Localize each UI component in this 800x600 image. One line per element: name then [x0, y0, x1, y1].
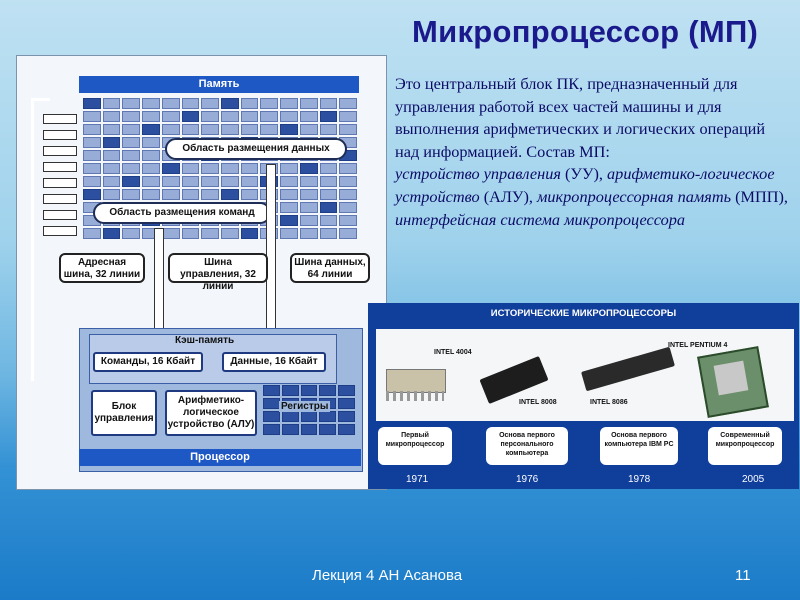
item-memory: микропроцессорная память	[537, 186, 732, 206]
memory-cell	[241, 111, 259, 122]
registers-label: Регистры	[281, 401, 329, 412]
memory-cell	[122, 111, 140, 122]
memory-cell	[142, 150, 160, 161]
memory-cell	[339, 124, 357, 135]
bus-stub	[43, 114, 77, 124]
memory-cell	[162, 189, 180, 200]
memory-cell	[182, 228, 200, 239]
memory-cell	[300, 189, 318, 200]
processor-memory-diagram	[16, 55, 387, 490]
bus-stub	[43, 226, 77, 236]
slide-title: Микропроцессор (МП)	[412, 14, 759, 49]
memory-cell	[83, 137, 101, 148]
bus-stub	[43, 130, 77, 140]
memory-cell	[320, 124, 338, 135]
memory-cell	[201, 98, 219, 109]
memory-cell	[320, 202, 338, 213]
data-bus-callout: Шина данных, 64 линии	[290, 253, 370, 283]
memory-cell	[320, 98, 338, 109]
bus-stub	[43, 178, 77, 188]
memory-cell	[241, 228, 259, 239]
register-cell	[282, 424, 299, 435]
memory-cell	[83, 228, 101, 239]
memory-cell	[260, 111, 278, 122]
memory-cell	[83, 189, 101, 200]
memory-cell	[201, 189, 219, 200]
caption-pc: Основа первого персонального компьютера	[486, 427, 568, 465]
memory-cell	[142, 163, 160, 174]
item-interface: интерфейсная система микропроцессора	[395, 209, 686, 229]
chip-label-4004: INTEL 4004	[434, 349, 472, 356]
memory-cell	[162, 176, 180, 187]
memory-cell	[280, 163, 298, 174]
address-bus-callout: Адресная шина, 32 линии	[59, 253, 145, 283]
memory-cell	[339, 163, 357, 174]
memory-cell	[280, 202, 298, 213]
memory-cell	[142, 111, 160, 122]
item-control-unit: устройство управления	[395, 164, 561, 184]
year-1971: 1971	[406, 474, 429, 485]
item-alu: арифметико-логическое устройство	[395, 164, 775, 206]
memory-cell	[339, 111, 357, 122]
memory-cell	[339, 98, 357, 109]
memory-cell	[122, 163, 140, 174]
command-area-label: Область размещения команд	[93, 202, 271, 224]
memory-cell	[103, 189, 121, 200]
memory-cell	[162, 124, 180, 135]
caption-ibm: Основа первого компьютера IBM PC	[600, 427, 678, 465]
processor-footer: Процессор	[79, 449, 361, 466]
memory-cell	[103, 150, 121, 161]
memory-cell	[300, 124, 318, 135]
memory-cell	[122, 124, 140, 135]
memory-cell	[201, 111, 219, 122]
memory-cell	[339, 176, 357, 187]
memory-cell	[201, 124, 219, 135]
memory-cell	[142, 189, 160, 200]
register-cell	[319, 424, 336, 435]
memory-cell	[300, 202, 318, 213]
bus-stub	[43, 162, 77, 172]
footer-lecture: Лекция 4 АН Асанова	[312, 567, 463, 584]
item-alu-abbr: (АЛУ),	[479, 186, 538, 206]
memory-cell	[320, 111, 338, 122]
memory-cell	[221, 98, 239, 109]
memory-cell	[142, 176, 160, 187]
memory-cell	[320, 215, 338, 226]
memory-cell	[280, 189, 298, 200]
description-intro: Это центральный блок ПК, предназначенный для управления работой всех частей машины и для выполнения арифметических и логических операций над информацией. Состав МП:	[395, 74, 766, 161]
memory-cell	[182, 124, 200, 135]
memory-cell	[142, 98, 160, 109]
register-cell	[338, 424, 355, 435]
memory-cell	[300, 111, 318, 122]
memory-cell	[221, 124, 239, 135]
memory-cell	[122, 228, 140, 239]
alu-box: Арифметико-логическое устройство (АЛУ)	[165, 390, 257, 436]
memory-cell	[201, 228, 219, 239]
memory-cell	[221, 228, 239, 239]
memory-cell	[300, 176, 318, 187]
memory-cell	[300, 228, 318, 239]
memory-cell	[241, 163, 259, 174]
memory-cell	[300, 98, 318, 109]
register-cell	[263, 398, 280, 409]
item-control-unit-abbr: (УУ),	[560, 164, 608, 184]
chip-4004-icon	[386, 369, 446, 393]
memory-cell	[103, 137, 121, 148]
memory-cell	[122, 137, 140, 148]
memory-cell	[320, 228, 338, 239]
year-1976: 1976	[516, 474, 539, 485]
chip-pentium4-die	[714, 361, 749, 396]
register-cell	[301, 385, 318, 396]
memory-cell	[162, 228, 180, 239]
description-text	[395, 73, 790, 231]
data-cache-box: Данные, 16 Кбайт	[222, 352, 326, 372]
control-bus-callout: Шина управления, 32 линии	[168, 253, 268, 283]
memory-cell	[103, 98, 121, 109]
chip-label-pentium4: INTEL PENTIUM 4	[668, 342, 728, 349]
memory-header: Память	[79, 76, 359, 93]
cache-label: Кэш-память	[175, 335, 235, 346]
memory-cell	[83, 176, 101, 187]
register-cell	[282, 385, 299, 396]
memory-cell	[221, 189, 239, 200]
memory-cell	[300, 215, 318, 226]
memory-cell	[103, 124, 121, 135]
memory-cell	[83, 150, 101, 161]
memory-cell	[103, 176, 121, 187]
address-bus-line	[31, 98, 50, 381]
register-cell	[263, 385, 280, 396]
memory-cell	[122, 150, 140, 161]
memory-cell	[182, 111, 200, 122]
memory-cell	[182, 163, 200, 174]
memory-cell	[241, 176, 259, 187]
memory-cell	[280, 228, 298, 239]
register-cell	[319, 411, 336, 422]
register-cell	[282, 411, 299, 422]
commands-cache-box: Команды, 16 Кбайт	[93, 352, 203, 372]
register-cell	[338, 398, 355, 409]
memory-cell	[182, 176, 200, 187]
memory-cell	[182, 98, 200, 109]
register-cell	[338, 385, 355, 396]
memory-cell	[241, 189, 259, 200]
history-title: ИСТОРИЧЕСКИЕ МИКРОПРОЦЕССОРЫ	[490, 308, 677, 319]
chip-8008-icon	[479, 356, 548, 404]
memory-cell	[320, 176, 338, 187]
memory-cell	[122, 176, 140, 187]
chip-label-8086: INTEL 8086	[590, 399, 628, 406]
memory-cell	[142, 137, 160, 148]
memory-cell	[83, 124, 101, 135]
memory-cell	[221, 163, 239, 174]
memory-cell	[83, 111, 101, 122]
chip-pins-icon	[386, 391, 444, 401]
memory-cell	[280, 215, 298, 226]
register-cell	[301, 411, 318, 422]
chip-8086-icon	[581, 347, 675, 392]
register-cell	[301, 424, 318, 435]
register-cell	[319, 385, 336, 396]
memory-cell	[83, 98, 101, 109]
year-2005: 2005	[742, 474, 765, 485]
memory-cell	[221, 111, 239, 122]
year-1978: 1978	[628, 474, 651, 485]
memory-cell	[280, 98, 298, 109]
historical-microprocessors-panel	[368, 303, 799, 489]
memory-cell	[221, 176, 239, 187]
bus-stub	[43, 194, 77, 204]
register-cell	[263, 411, 280, 422]
memory-cell	[280, 111, 298, 122]
memory-cell	[103, 163, 121, 174]
memory-cell	[201, 163, 219, 174]
caption-first: Первый микропроцессор	[378, 427, 452, 465]
memory-cell	[182, 189, 200, 200]
memory-cell	[260, 98, 278, 109]
page-number: 11	[735, 567, 751, 584]
memory-cell	[339, 189, 357, 200]
memory-cell	[103, 228, 121, 239]
memory-cell	[280, 124, 298, 135]
memory-cell	[320, 163, 338, 174]
memory-cell	[83, 163, 101, 174]
control-unit-box: Блок управления	[91, 390, 157, 436]
memory-cell	[280, 176, 298, 187]
memory-cell	[162, 163, 180, 174]
memory-cell	[201, 176, 219, 187]
memory-cell	[122, 189, 140, 200]
register-cell	[263, 424, 280, 435]
chips-photo	[376, 329, 794, 421]
chip-label-8008: INTEL 8008	[519, 399, 557, 406]
memory-cell	[241, 98, 259, 109]
caption-modern: Современный микропроцессор	[708, 427, 782, 465]
data-area-label: Область размещения данных	[165, 138, 347, 160]
memory-cell	[142, 124, 160, 135]
bus-stub	[43, 146, 77, 156]
memory-cell	[241, 124, 259, 135]
memory-cell	[320, 189, 338, 200]
memory-cell	[162, 111, 180, 122]
bus-stub	[43, 210, 77, 220]
register-cell	[338, 411, 355, 422]
memory-cell	[339, 228, 357, 239]
item-memory-abbr: (МПП),	[731, 186, 788, 206]
memory-cell	[162, 98, 180, 109]
memory-cell	[339, 202, 357, 213]
memory-cell	[339, 215, 357, 226]
memory-cell	[300, 163, 318, 174]
memory-cell	[103, 111, 121, 122]
memory-cell	[260, 124, 278, 135]
memory-cell	[122, 98, 140, 109]
